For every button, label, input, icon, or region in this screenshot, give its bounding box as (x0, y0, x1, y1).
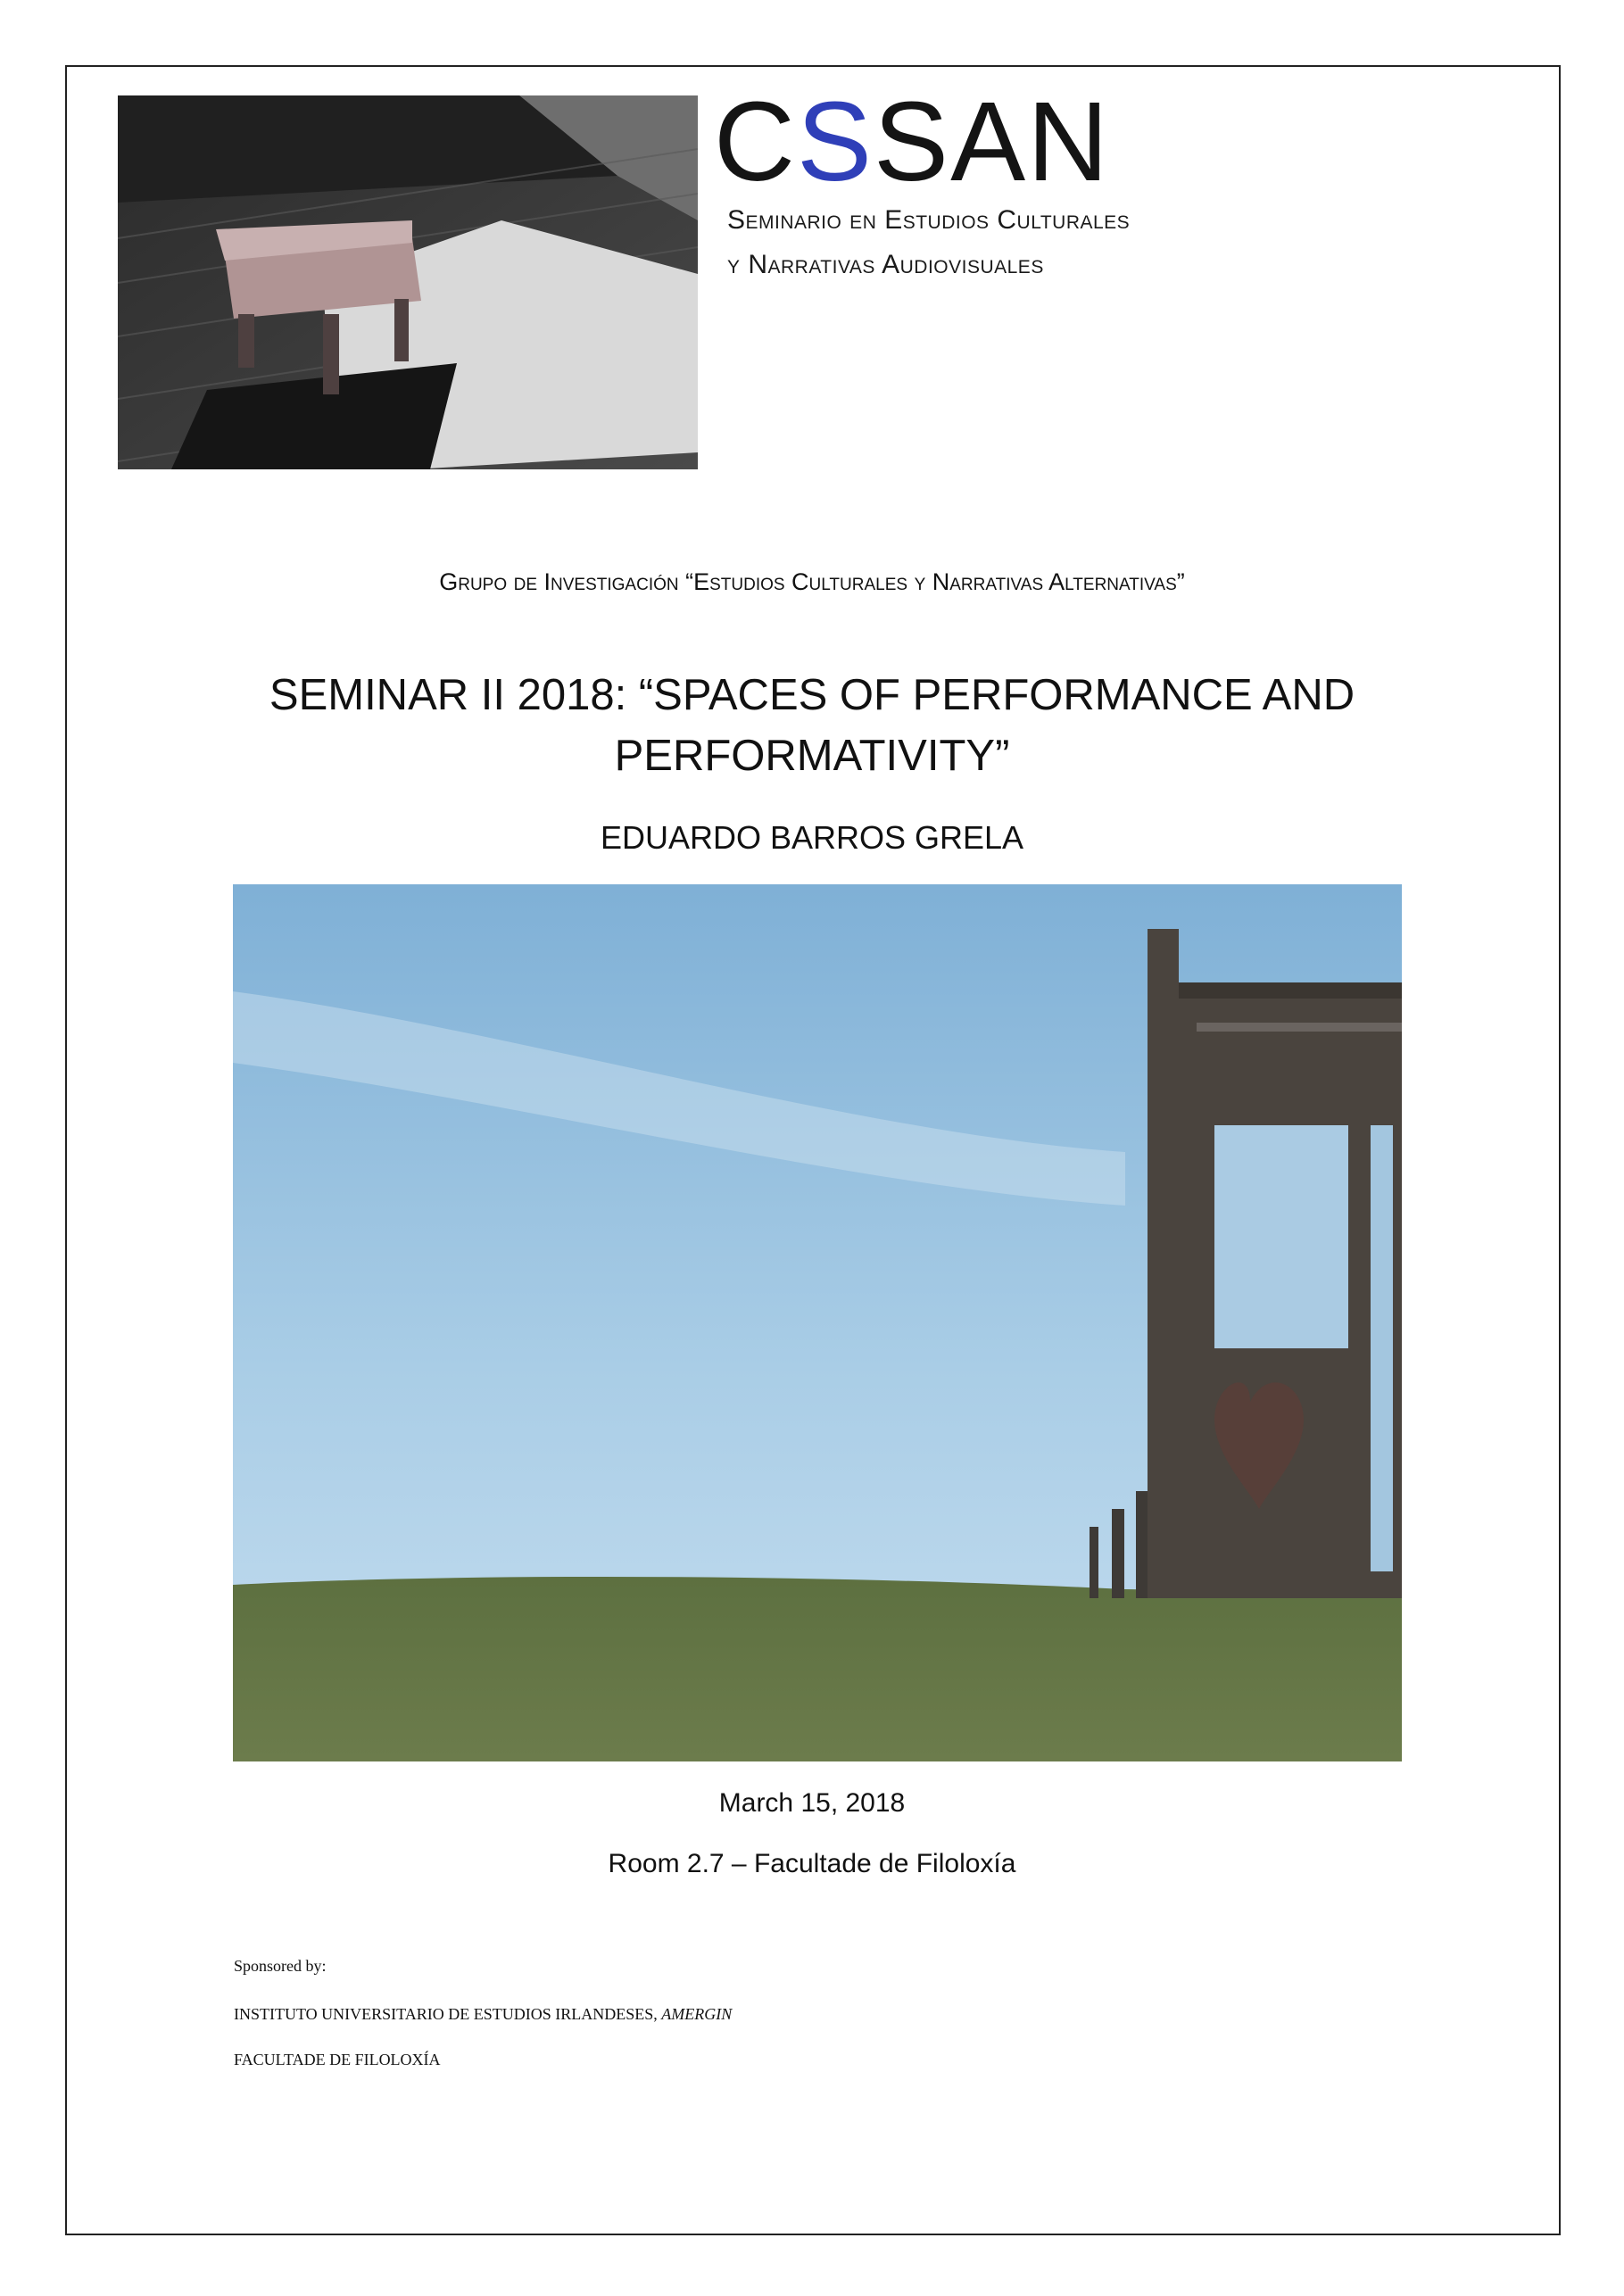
seminar-title-line-2: PERFORMATIVITY” (614, 732, 1010, 780)
seminar-title (268, 665, 1356, 786)
sponsor-amergin: INSTITUTO UNIVERSITARIO DE ESTUDIOS IRLANDESES, AMERGIN (234, 2005, 733, 2023)
author-name: EDUARDO BARROS GRELA (600, 819, 1024, 856)
seminar-title-line-1: SEMINAR II 2018: “SPACES OF PERFORMANCE AND (269, 671, 1355, 719)
sponsor-amergin-italic: AMERGIN (661, 2005, 733, 2023)
sponsors-heading: Sponsored by: (234, 1957, 327, 1975)
header-photo-stool (118, 95, 698, 469)
logo-accent-letter: S (797, 79, 874, 204)
research-group-line: Grupo de Investigación “Estudios Culturales y Narrativas Alternativas” (439, 568, 1185, 595)
event-room: Room 2.7 – Facultade de Filoloxía (608, 1849, 1016, 1878)
sponsor-facultade: FACULTADE DE FILOLOXÍA (234, 2051, 441, 2068)
logo-subtitle-line-1: Seminario en Estudios Culturales (727, 205, 1131, 235)
main-photo-landscape (233, 884, 1402, 1761)
logo-subtitle-line-2: y Narrativas Audiovisuales (727, 250, 1044, 279)
event-date: March 15, 2018 (718, 1788, 906, 1818)
logo-wordmark: CSSAN (714, 79, 1111, 204)
